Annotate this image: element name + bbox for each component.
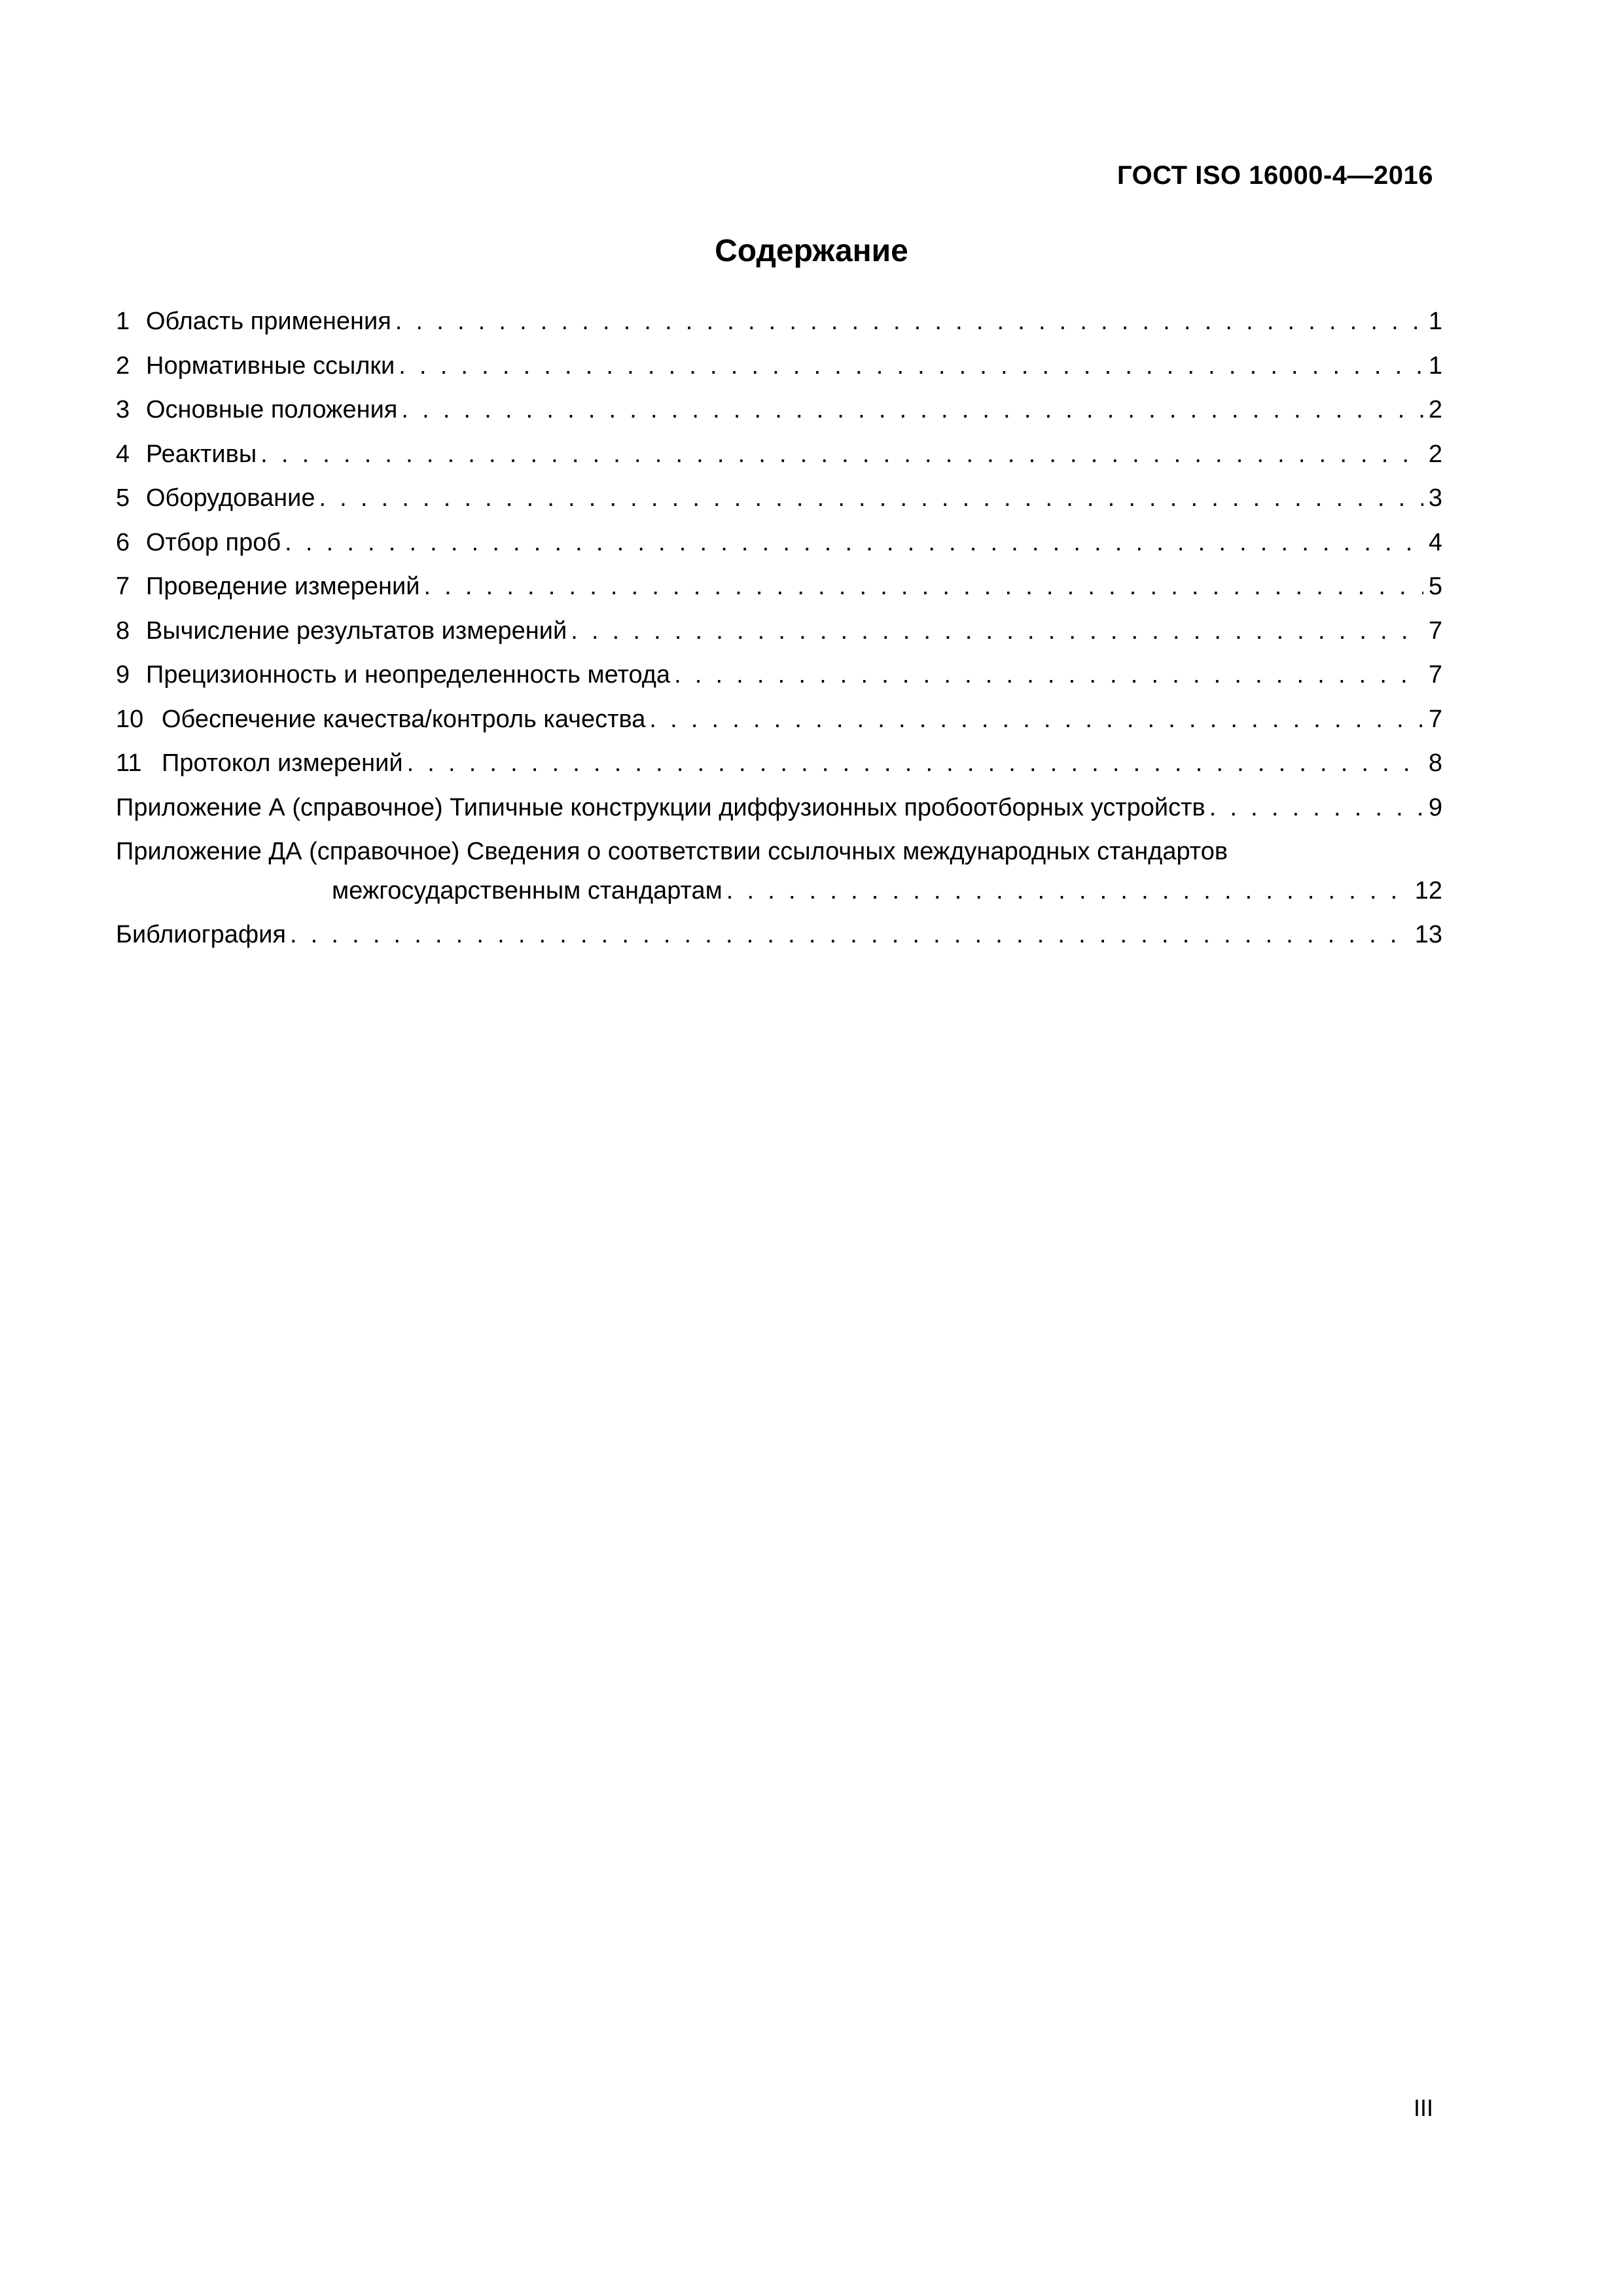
toc-entry-number: 5 (116, 484, 130, 512)
toc-entry-label (116, 565, 423, 609)
toc-entry-4[interactable] (116, 433, 1442, 477)
toc-entry-title: Основные положения (146, 396, 398, 423)
toc-entry-annex-da-line1 (116, 830, 1442, 874)
dot-leader (407, 742, 1423, 786)
toc-entry-title-continuation: межгосударственным стандартам (332, 876, 722, 905)
toc-entry-5[interactable] (116, 476, 1442, 521)
page-number: III (1413, 2094, 1433, 2121)
toc-entry-title: Приложение ДА (справочное) Сведения о соответствии ссылочных международных стандартов (116, 838, 1228, 865)
toc-entry-page: 4 (1428, 528, 1442, 556)
toc-entry-page: 1 (1428, 308, 1442, 335)
toc-entry-number: 11 (116, 749, 142, 777)
toc-entry-annex-a[interactable] (116, 786, 1442, 831)
toc-entry-page: 7 (1428, 661, 1442, 689)
toc-entry-title: Библиография (116, 921, 286, 948)
toc-entry-number: 7 (116, 573, 130, 600)
toc-entry-page: 2 (1428, 396, 1442, 423)
toc-entry-page: 1 (1428, 351, 1442, 380)
dot-leader (260, 433, 1423, 477)
toc-entry-page: 2 (1428, 440, 1442, 468)
toc-entry-page: 7 (1428, 705, 1442, 733)
dot-leader (319, 476, 1423, 521)
toc-entry-3[interactable] (116, 388, 1442, 433)
table-of-contents (116, 300, 1442, 958)
toc-entry-8[interactable] (116, 609, 1442, 654)
toc-entry-6[interactable] (116, 521, 1442, 565)
dot-leader (285, 521, 1423, 565)
toc-entry-page: 8 (1428, 749, 1442, 777)
toc-entry-label (116, 344, 399, 389)
toc-entry-page: 3 (1428, 484, 1442, 512)
toc-entry-7[interactable] (116, 565, 1442, 609)
dot-leader (726, 869, 1410, 914)
toc-entry-title: Проведение измерений (146, 573, 420, 600)
dot-leader (401, 388, 1423, 433)
toc-entry-number: 2 (116, 351, 130, 380)
toc-entry-number: 6 (116, 528, 130, 556)
toc-entry-1[interactable] (116, 300, 1442, 344)
dot-leader (290, 913, 1410, 958)
dot-leader (423, 565, 1423, 609)
toc-entry-title: Вычисление результатов измерений (146, 617, 567, 645)
toc-entry-page: 9 (1428, 793, 1442, 821)
toc-entry-label (116, 521, 285, 565)
toc-entry-title: Прецизионность и неопределенность метода (146, 661, 671, 689)
dot-leader (399, 344, 1423, 389)
dot-leader (395, 300, 1423, 344)
toc-entry-number: 8 (116, 617, 130, 645)
toc-entry-bibliography[interactable] (116, 913, 1442, 958)
toc-entry-page: 7 (1428, 617, 1442, 645)
toc-entry-number: 10 (116, 705, 144, 733)
toc-entry-title: Реактивы (146, 440, 257, 468)
toc-entry-title: Нормативные ссылки (146, 351, 395, 380)
toc-entry-page: 13 (1414, 921, 1442, 948)
toc-entry-number: 9 (116, 661, 130, 689)
toc-entry-number: 4 (116, 440, 130, 468)
dot-leader (649, 698, 1423, 742)
toc-entry-label (116, 433, 260, 477)
toc-entry-label (116, 742, 407, 786)
toc-entry-label (116, 388, 401, 433)
toc-entry-title: Приложение А (справочное) Типичные конструкции диффузионных пробоотборных устройств (116, 793, 1205, 821)
toc-entry-annex-da-line2 (116, 869, 1442, 914)
toc-entry-number: 1 (116, 308, 130, 335)
toc-entry-annex-da[interactable] (116, 830, 1442, 913)
toc-entry-page: 5 (1428, 573, 1442, 600)
dot-leader (674, 653, 1423, 698)
toc-entry-2[interactable] (116, 344, 1442, 389)
toc-entry-title: Отбор проб (146, 528, 281, 556)
toc-entry-label (116, 698, 649, 742)
toc-entry-label (116, 609, 571, 654)
toc-entry-title: Обеспечение качества/контроль качества (162, 705, 646, 733)
toc-entry-11[interactable] (116, 742, 1442, 786)
document-code-header: ГОСТ ISO 16000-4—2016 (1117, 161, 1433, 190)
toc-entry-title: Область применения (146, 308, 391, 335)
toc-entry-label (116, 476, 319, 521)
toc-entry-9[interactable] (116, 653, 1442, 698)
toc-entry-label (116, 653, 674, 698)
toc-entry-title: Оборудование (146, 484, 315, 512)
dot-leader (571, 609, 1423, 654)
dot-leader (1209, 786, 1423, 831)
toc-entry-number: 3 (116, 396, 130, 423)
toc-title: Содержание (715, 234, 908, 268)
toc-entry-10[interactable] (116, 698, 1442, 742)
toc-entry-title: Протокол измерений (162, 749, 403, 777)
toc-entry-label (116, 300, 395, 344)
toc-entry-page: 12 (1414, 876, 1442, 905)
